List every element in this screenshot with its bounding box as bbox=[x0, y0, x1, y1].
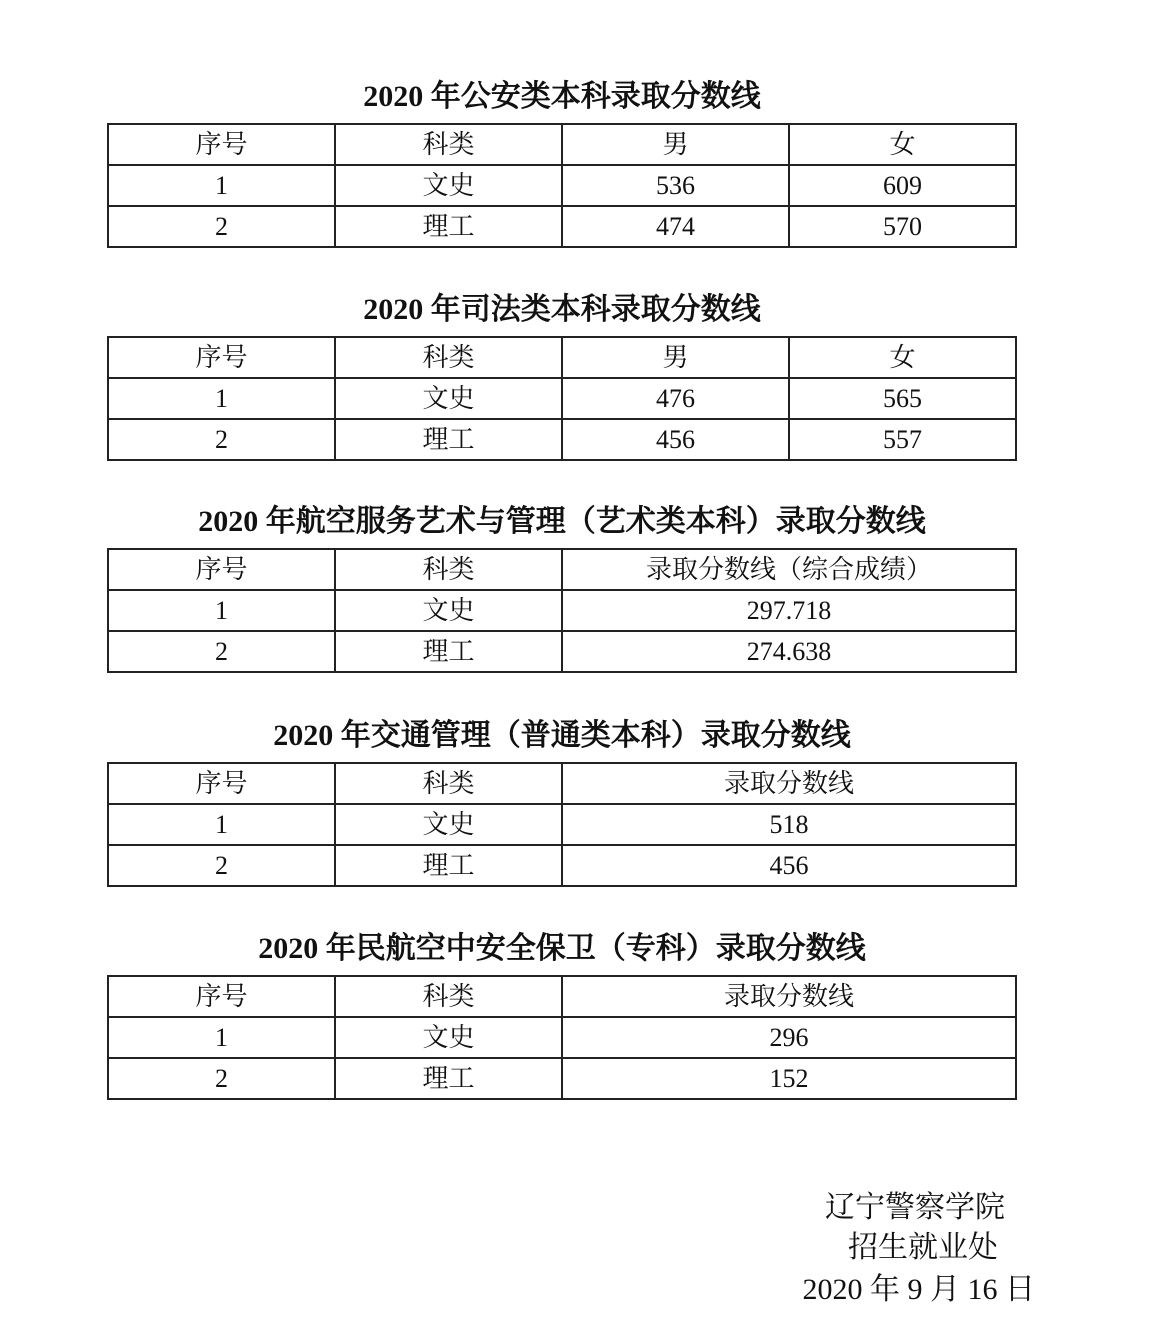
header-cell: 录取分数线 bbox=[562, 763, 1016, 804]
table-cell: 2 bbox=[108, 631, 335, 672]
table-cell: 1 bbox=[108, 590, 335, 631]
table-cell: 理工 bbox=[335, 1058, 562, 1099]
header-cell: 女 bbox=[789, 337, 1016, 378]
footer-dept: 招生就业处 bbox=[848, 1231, 998, 1264]
table-cell: 274.638 bbox=[562, 631, 1016, 672]
table-cell: 理工 bbox=[335, 419, 562, 460]
table-cell: 518 bbox=[562, 804, 1016, 845]
table-cell: 理工 bbox=[335, 631, 562, 672]
section-title: 2020 年司法类本科录取分数线 bbox=[363, 293, 761, 326]
section-title: 2020 年公安类本科录取分数线 bbox=[363, 80, 761, 113]
table-cell: 文史 bbox=[335, 165, 562, 206]
header-cell: 男 bbox=[562, 337, 789, 378]
table-cell: 文史 bbox=[335, 1017, 562, 1058]
table-cell: 474 bbox=[562, 206, 789, 247]
table-cell: 296 bbox=[562, 1017, 1016, 1058]
table-cell: 2 bbox=[108, 1058, 335, 1099]
section-title: 2020 年民航空中安全保卫（专科）录取分数线 bbox=[258, 932, 866, 965]
table-row bbox=[108, 631, 1016, 672]
score-section bbox=[107, 293, 1017, 461]
header-cell: 科类 bbox=[335, 763, 562, 804]
header-cell: 科类 bbox=[335, 337, 562, 378]
header-cell: 序号 bbox=[108, 549, 335, 590]
table-cell: 609 bbox=[789, 165, 1016, 206]
table-cell: 536 bbox=[562, 165, 789, 206]
header-row bbox=[108, 124, 1016, 165]
table-cell: 2 bbox=[108, 845, 335, 886]
header-cell: 科类 bbox=[335, 549, 562, 590]
table-cell: 1 bbox=[108, 804, 335, 845]
table-cell: 1 bbox=[108, 378, 335, 419]
table-cell: 1 bbox=[108, 1017, 335, 1058]
table-cell: 1 bbox=[108, 165, 335, 206]
table-cell: 文史 bbox=[335, 378, 562, 419]
table-row bbox=[108, 845, 1016, 886]
score-section bbox=[107, 80, 1017, 248]
score-section bbox=[107, 505, 1017, 673]
header-row bbox=[108, 337, 1016, 378]
table-cell: 理工 bbox=[335, 206, 562, 247]
table-row bbox=[108, 804, 1016, 845]
header-cell: 男 bbox=[562, 124, 789, 165]
table-cell: 456 bbox=[562, 419, 789, 460]
table-row bbox=[108, 206, 1016, 247]
score-table bbox=[107, 762, 1017, 887]
score-section bbox=[107, 719, 1017, 887]
table-cell: 2 bbox=[108, 206, 335, 247]
table-cell: 152 bbox=[562, 1058, 1016, 1099]
header-cell: 科类 bbox=[335, 976, 562, 1017]
score-table bbox=[107, 336, 1017, 461]
table-cell: 文史 bbox=[335, 804, 562, 845]
section-title: 2020 年交通管理（普通类本科）录取分数线 bbox=[273, 719, 851, 752]
header-cell: 科类 bbox=[335, 124, 562, 165]
score-section bbox=[107, 932, 1017, 1100]
section-title: 2020 年航空服务艺术与管理（艺术类本科）录取分数线 bbox=[198, 505, 926, 538]
table-row bbox=[108, 1017, 1016, 1058]
table-row bbox=[108, 1058, 1016, 1099]
score-table bbox=[107, 975, 1017, 1100]
score-table bbox=[107, 548, 1017, 673]
header-cell: 序号 bbox=[108, 763, 335, 804]
header-row bbox=[108, 763, 1016, 804]
table-row bbox=[108, 165, 1016, 206]
header-row bbox=[108, 549, 1016, 590]
table-row bbox=[108, 378, 1016, 419]
table-cell: 565 bbox=[789, 378, 1016, 419]
header-cell: 序号 bbox=[108, 337, 335, 378]
table-cell: 文史 bbox=[335, 590, 562, 631]
table-cell: 2 bbox=[108, 419, 335, 460]
score-table bbox=[107, 123, 1017, 248]
footer-date: 2020 年 9 月 16 日 bbox=[802, 1273, 1035, 1306]
table-cell: 570 bbox=[789, 206, 1016, 247]
header-cell: 序号 bbox=[108, 976, 335, 1017]
table-cell: 456 bbox=[562, 845, 1016, 886]
footer-org: 辽宁警察学院 bbox=[825, 1191, 1005, 1224]
header-cell: 录取分数线（综合成绩） bbox=[562, 549, 1016, 590]
table-cell: 297.718 bbox=[562, 590, 1016, 631]
header-row bbox=[108, 976, 1016, 1017]
table-row bbox=[108, 590, 1016, 631]
table-cell: 476 bbox=[562, 378, 789, 419]
table-cell: 理工 bbox=[335, 845, 562, 886]
header-cell: 序号 bbox=[108, 124, 335, 165]
table-row bbox=[108, 419, 1016, 460]
header-cell: 女 bbox=[789, 124, 1016, 165]
header-cell: 录取分数线 bbox=[562, 976, 1016, 1017]
table-cell: 557 bbox=[789, 419, 1016, 460]
